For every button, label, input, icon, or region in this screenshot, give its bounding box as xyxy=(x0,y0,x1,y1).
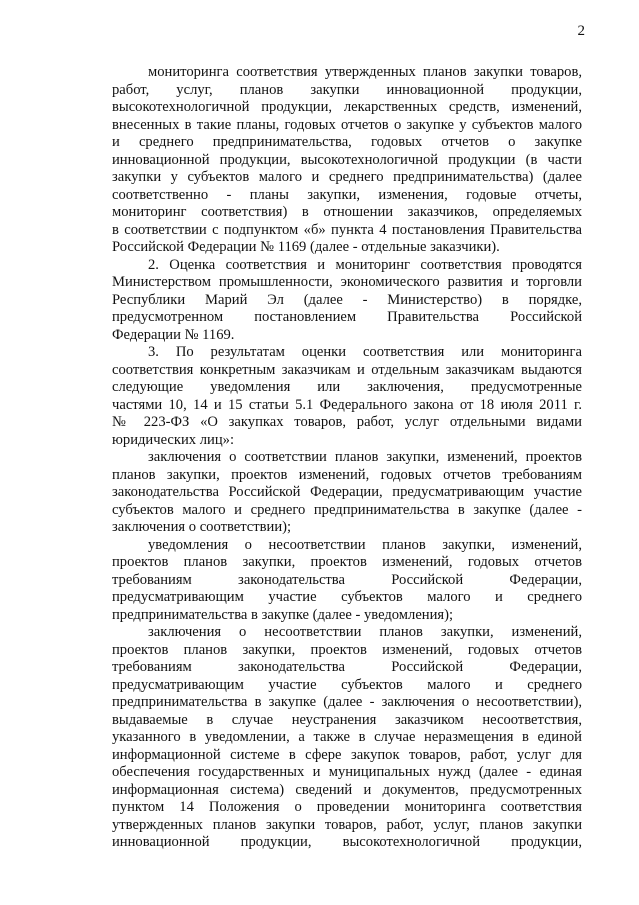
text-line: заключения о соответствии); xyxy=(112,519,292,535)
text-line: в соответствии с подпунктом «б» пункта 4 постановления Правительства xyxy=(112,221,582,238)
text-line: заключения о несоответствии планов закупки, изменений, xyxy=(148,624,582,640)
text-line: обеспечения государственных и муниципальных нужд (далее - единая xyxy=(112,764,582,780)
text-line: требованиям законодательства Российской Федерации, xyxy=(112,571,582,588)
text-line: частями 10, 14 и 15 статьи 5.1 Федерального закона от 18 июля 2011 г. xyxy=(112,396,582,413)
text-line: мониторинг соответствия) в отношении заказчиков, определяемых xyxy=(112,204,582,220)
text-line: выдаваемые в случае неустранения заказчиком несоответствия, xyxy=(112,711,582,728)
text-line: соответствия конкретным заказчикам и отдельным заказчикам выдаются xyxy=(112,361,582,378)
text-line: планов закупки, проектов изменений, годовых отчетов требованиям xyxy=(112,466,582,483)
text-line: № 223-ФЗ «О закупках товаров, работ, услуг отдельными видами xyxy=(112,414,582,430)
text-line: соответственно - планы закупки, изменения, годовые отчеты, xyxy=(112,186,582,203)
text-line: предпринимательства в закупке (далее - заключения о несоответствии), xyxy=(112,694,582,710)
text-line: инновационной продукции, высокотехнологичной продукции, xyxy=(112,834,582,850)
text-line: предусматривающим участие субъектов малого и среднего xyxy=(112,589,582,605)
text-line: проектов планов закупки, проектов изменений, годовых отчетов xyxy=(112,641,582,658)
text-line: высокотехнологичной продукции, лекарственных средств, изменений, xyxy=(112,99,582,115)
text-line: инновационной продукции, высокотехнологичной продукции (в части xyxy=(112,151,582,168)
text-line: заключения о соответствии планов закупки, изменений, проектов xyxy=(148,449,582,465)
text-line: Министерством промышленности, экономического развития и торговли xyxy=(112,274,582,290)
text-line: закупки у субъектов малого и среднего предпринимательства) (далее xyxy=(112,169,582,185)
text-line: 2. Оценка соответствия и мониторинг соответствия проводятся xyxy=(148,256,582,273)
page-number: 2 xyxy=(577,23,585,39)
text-line: юридических лиц»: xyxy=(112,431,235,448)
text-line: предусмотренном постановлением Правительства Российской xyxy=(112,309,582,325)
text-line: пунктом 14 Положения о проведении мониторинга соответствия xyxy=(112,799,582,815)
text-line: законодательства Российской Федерации, предусматривающим участие xyxy=(112,484,582,500)
text-line: 3. По результатам оценки соответствия или мониторинга xyxy=(148,344,582,360)
text-line: Федерации № 1169. xyxy=(112,326,235,343)
text-line: информационной системе в сфере закупок товаров, работ, услуг для xyxy=(112,746,582,763)
text-line: информационная система) сведений и документов, предусмотренных xyxy=(112,781,582,798)
text-line: и среднего предпринимательства, годовых отчетов о закупке xyxy=(112,134,582,150)
text-line: уведомления о несоответствии планов закупки, изменений, xyxy=(148,536,582,553)
text-line: следующие уведомления или заключения, предусмотренные xyxy=(112,379,582,395)
text-line: предпринимательства в закупке (далее - уведомления); xyxy=(112,606,454,623)
text-line: Российской Федерации № 1169 (далее - отдельные заказчики). xyxy=(112,239,500,255)
text-line: Республики Марий Эл (далее - Министерство) в порядке, xyxy=(112,291,582,308)
text-line: указанного в уведомлении, а также в случае неразмещения в единой xyxy=(112,729,582,745)
text-line: проектов планов закупки, проектов изменений, годовых отчетов xyxy=(112,554,582,570)
text-line: требованиям законодательства Российской Федерации, xyxy=(112,659,582,675)
document-body xyxy=(112,64,582,852)
text-line: внесенных в такие планы, годовых отчетов о закупке у субъектов малого xyxy=(112,116,582,133)
text-line: предусматривающим участие субъектов малого и среднего xyxy=(112,676,582,693)
text-line: работ, услуг, планов закупки инновационной продукции, xyxy=(112,81,582,98)
text-line: субъектов малого и среднего предпринимательства в закупке (далее - xyxy=(112,501,582,518)
text-line: мониторинга соответствия утвержденных планов закупки товаров, xyxy=(148,64,582,80)
text-line: утвержденных планов закупки товаров, работ, услуг, планов закупки xyxy=(112,816,582,833)
